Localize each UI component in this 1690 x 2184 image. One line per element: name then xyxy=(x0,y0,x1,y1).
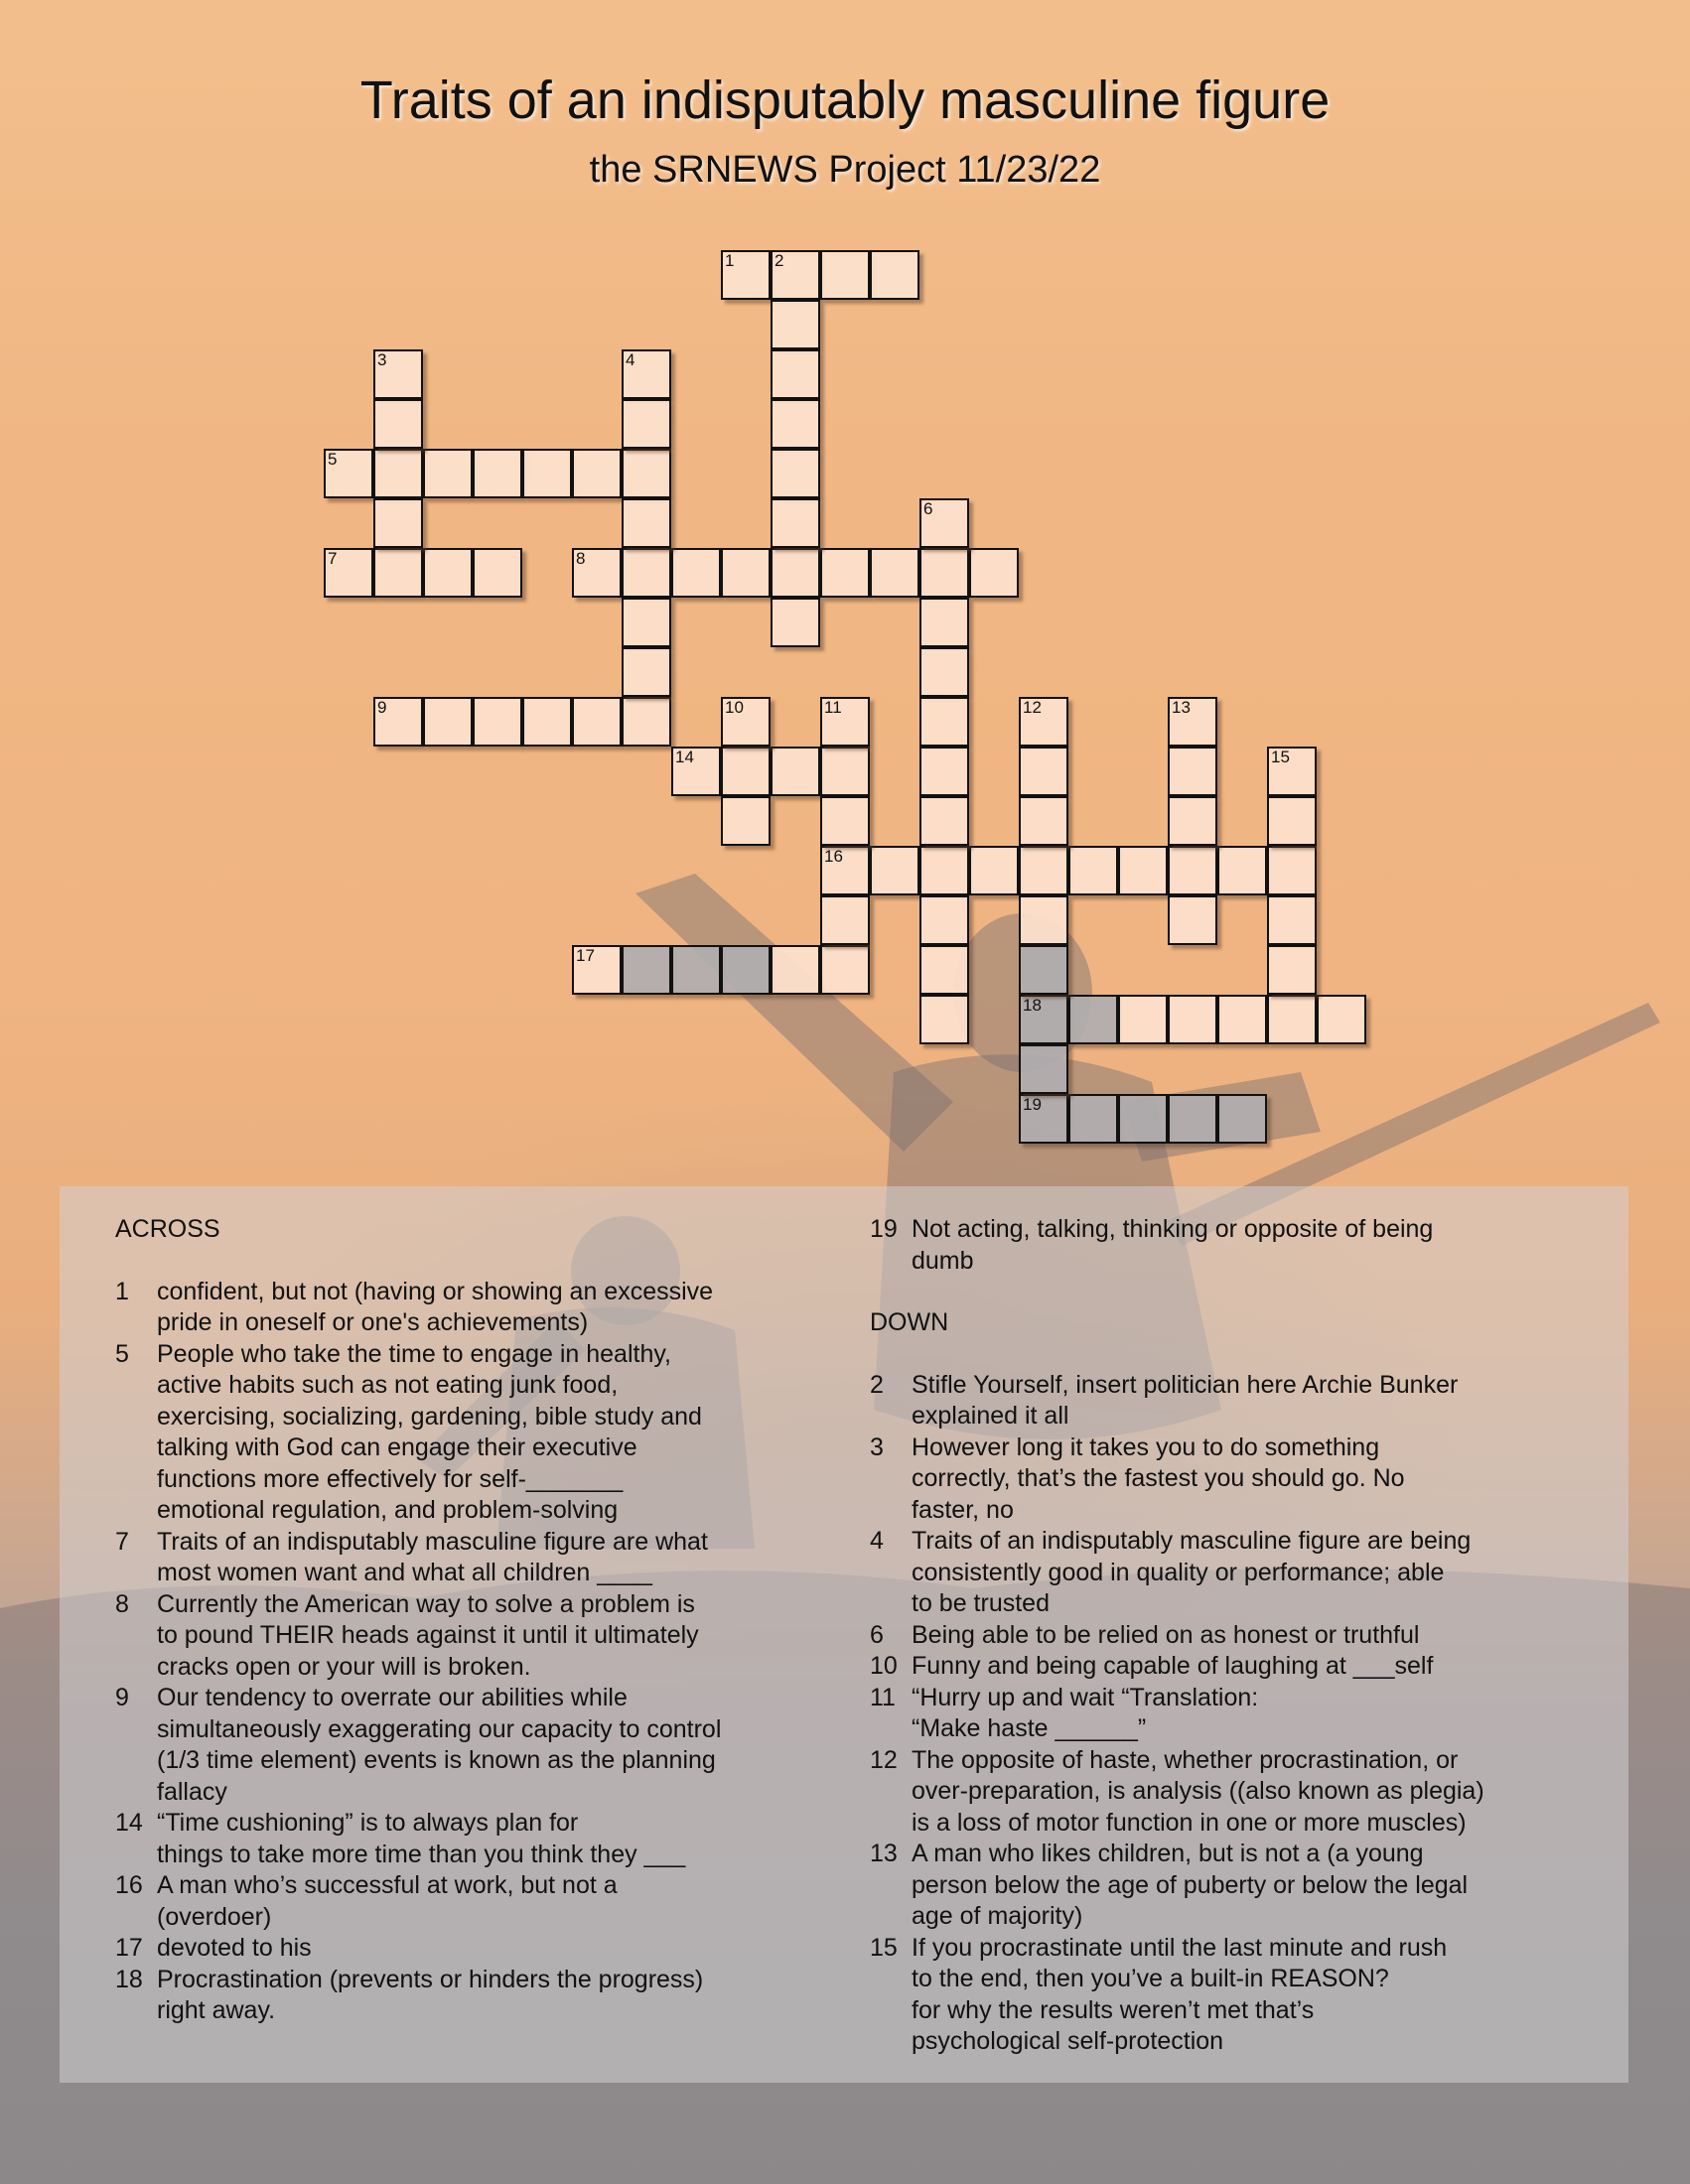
crossword-cell[interactable] xyxy=(1068,1094,1118,1144)
clue-text: “Time cushioning” is to always plan for things to take more time than you think they ___ xyxy=(157,1809,686,1868)
clue-text: The opposite of haste, whether procrastination, or over-preparation, is analysis ((also known as plegia) is a loss of motor function in one or more muscles) xyxy=(912,1745,1484,1837)
crossword-cell[interactable] xyxy=(671,548,721,598)
crossword-cell[interactable] xyxy=(820,548,870,598)
clue-number: 7 xyxy=(115,1527,129,1556)
crossword-cell[interactable] xyxy=(522,697,572,747)
crossword-cell[interactable] xyxy=(771,498,820,548)
crossword-cell[interactable] xyxy=(671,945,721,995)
puzzle-title: Traits of an indisputably masculine figure xyxy=(359,70,1331,130)
clue-number: 16 xyxy=(115,1871,143,1899)
crossword-cell[interactable] xyxy=(622,399,671,449)
clue-number: 12 xyxy=(870,1745,898,1774)
crossword-cell[interactable] xyxy=(919,548,969,598)
across-clue-5 xyxy=(115,1339,810,1527)
clue-text: Procrastination (prevents or hinders the progress) right away. xyxy=(157,1965,704,2024)
down-clue-2 xyxy=(870,1370,1585,1433)
crossword-cell[interactable] xyxy=(919,846,969,895)
down-clue-15 xyxy=(870,1933,1585,2058)
down-clue-13 xyxy=(870,1839,1585,1933)
crossword-cell[interactable] xyxy=(1118,1094,1168,1144)
cell-number: 19 xyxy=(1023,1095,1042,1114)
crossword-cell[interactable] xyxy=(522,449,572,498)
crossword-cell[interactable] xyxy=(969,846,1019,895)
clue-number: 18 xyxy=(115,1965,143,1993)
crossword-cell[interactable] xyxy=(771,598,820,647)
crossword-cell[interactable] xyxy=(373,399,423,449)
clue-number: 8 xyxy=(115,1589,129,1618)
clue-text: A man who likes children, but is not a (a young person below the age of puberty or below the legal age of majority) xyxy=(912,1840,1469,1930)
crossword-cell[interactable] xyxy=(820,250,870,300)
clue-text: “Hurry up and wait “Translation: “Make haste ______” xyxy=(912,1683,1259,1742)
crossword-cell[interactable] xyxy=(820,846,870,895)
clue-number: 9 xyxy=(115,1684,129,1711)
clue-number: 5 xyxy=(115,1339,129,1368)
cell-number: 15 xyxy=(1271,748,1290,766)
down-clue-3 xyxy=(870,1433,1585,1527)
clue-number: 11 xyxy=(870,1683,896,1711)
clue-number: 2 xyxy=(870,1370,884,1399)
crossword-cell[interactable] xyxy=(771,449,820,498)
clue-number: 1 xyxy=(115,1277,129,1305)
crossword-cell[interactable] xyxy=(671,747,721,796)
clue-text: Currently the American way to solve a problem is to pound THEIR heads against it until it ultimately cracks open or your will is broken. xyxy=(157,1589,699,1681)
crossword-cell[interactable] xyxy=(572,697,622,747)
crossword-cell[interactable] xyxy=(622,697,671,747)
across-clue-7 xyxy=(115,1527,810,1589)
down-clue-10 xyxy=(870,1651,1585,1683)
crossword-cell[interactable] xyxy=(721,697,771,747)
crossword-cell[interactable] xyxy=(622,449,671,498)
crossword-cell[interactable] xyxy=(373,349,423,399)
crossword-cell[interactable] xyxy=(919,598,969,647)
clues-column-right xyxy=(870,1214,1585,2058)
crossword-cell[interactable] xyxy=(721,747,771,796)
across-clue-8 xyxy=(115,1589,810,1684)
cell-number: 17 xyxy=(576,946,595,965)
clue-text: However long it takes you to do something correctly, that’s the fastest you should go. No faster, no xyxy=(912,1433,1405,1524)
crossword-cell[interactable] xyxy=(423,697,473,747)
clue-text: People who take the time to engage in healthy, active habits such as not eating junk food, exercising, socializing, gardening, bible study and talking with God can engage their executive functions more effectively for self-_______ emotional regulation, and problem-solving xyxy=(157,1339,702,1524)
cell-number: 5 xyxy=(328,450,338,469)
clue-number: 6 xyxy=(870,1620,884,1649)
crossword-cell[interactable] xyxy=(1118,995,1168,1044)
crossword-cell[interactable] xyxy=(1168,846,1217,895)
clue-text: Traits of an indisputably masculine figure are what most women want and what all children ____ xyxy=(157,1527,708,1586)
across-clue-18 xyxy=(115,1965,810,2027)
across-clue-1 xyxy=(115,1277,810,1339)
crossword-cell[interactable] xyxy=(324,449,373,498)
crossword-cell[interactable] xyxy=(1019,747,1068,796)
crossword-cell[interactable] xyxy=(1168,747,1217,796)
clues-column-left xyxy=(115,1214,810,2027)
crossword-cell[interactable] xyxy=(473,449,522,498)
cell-number: 4 xyxy=(626,350,635,369)
clue-text: Our tendency to overrate our abilities while simultaneously exaggerating our capacity to control (1/3 time element) events is known as the planning fallacy xyxy=(157,1684,722,1806)
clue-text: Not acting, talking, thinking or opposite of being dumb xyxy=(912,1215,1434,1275)
crossword-cell[interactable] xyxy=(1068,995,1118,1044)
cell-number: 8 xyxy=(576,549,586,568)
crossword-cell[interactable] xyxy=(919,747,969,796)
clue-text: If you procrastinate until the last minute and rush to the end, then you’ve a built-in REASON? for why the results weren’t met that’s psychological self-protection xyxy=(912,1933,1448,2055)
crossword-cell[interactable] xyxy=(820,747,870,796)
crossword-cell[interactable] xyxy=(919,895,969,945)
crossword-cell[interactable] xyxy=(820,945,870,995)
crossword-cell[interactable] xyxy=(1217,846,1267,895)
crossword-cell[interactable] xyxy=(473,548,522,598)
crossword-cell[interactable] xyxy=(1019,895,1068,945)
crossword-cell[interactable] xyxy=(721,548,771,598)
across-clue-19 xyxy=(870,1214,1585,1277)
crossword-cell[interactable] xyxy=(1019,697,1068,747)
crossword-cell[interactable] xyxy=(1168,1094,1217,1144)
cell-number: 10 xyxy=(725,698,744,717)
crossword-cell[interactable] xyxy=(919,796,969,846)
across-clue-16 xyxy=(115,1870,810,1933)
cell-number: 2 xyxy=(775,251,784,270)
crossword-cell[interactable] xyxy=(1068,846,1118,895)
clue-number: 13 xyxy=(870,1840,898,1867)
crossword-cell[interactable] xyxy=(1019,945,1068,995)
cell-number: 18 xyxy=(1023,996,1042,1015)
crossword-cell[interactable] xyxy=(969,548,1019,598)
across-clue-9 xyxy=(115,1683,810,1808)
clue-number: 14 xyxy=(115,1809,143,1837)
puzzle-subtitle: the SRNEWS Project 11/23/22 xyxy=(589,149,1101,192)
crossword-cell[interactable] xyxy=(721,945,771,995)
crossword-cell[interactable] xyxy=(820,796,870,846)
clue-number: 19 xyxy=(870,1215,898,1243)
crossword-cell[interactable] xyxy=(870,548,919,598)
clue-number: 4 xyxy=(870,1527,884,1555)
cell-number: 14 xyxy=(675,748,694,766)
crossword-cell[interactable] xyxy=(1168,995,1217,1044)
crossword-cell[interactable] xyxy=(473,697,522,747)
cell-number: 9 xyxy=(377,698,387,717)
down-clue-11 xyxy=(870,1683,1585,1745)
crossword-cell[interactable] xyxy=(771,945,820,995)
crossword-cell[interactable] xyxy=(1317,995,1366,1044)
crossword-cell[interactable] xyxy=(771,250,820,300)
cell-number: 3 xyxy=(377,350,387,369)
crossword-cell[interactable] xyxy=(1019,796,1068,846)
crossword-cell[interactable] xyxy=(1267,895,1317,945)
crossword-cell[interactable] xyxy=(572,945,622,995)
clue-text: Being able to be relied on as honest or truthful xyxy=(912,1620,1420,1649)
crossword-cell[interactable] xyxy=(324,548,373,598)
crossword-cell[interactable] xyxy=(1267,995,1317,1044)
clue-number: 10 xyxy=(870,1652,898,1680)
crossword-cell[interactable] xyxy=(771,399,820,449)
crossword-cell[interactable] xyxy=(919,945,969,995)
crossword-cell[interactable] xyxy=(721,250,771,300)
crossword-cell[interactable] xyxy=(919,995,969,1044)
clue-text: Traits of an indisputably masculine figure are being consistently good in quality or performance; able to be trusted xyxy=(912,1527,1472,1617)
crossword-cell[interactable] xyxy=(870,846,919,895)
clue-text: Stifle Yourself, insert politician here Archie Bunker explained it all xyxy=(912,1370,1459,1430)
crossword-cell[interactable] xyxy=(1019,1094,1068,1144)
clue-number: 15 xyxy=(870,1933,898,1962)
down-clue-4 xyxy=(870,1526,1585,1620)
crossword-cell[interactable] xyxy=(1019,846,1068,895)
clue-number: 3 xyxy=(870,1433,884,1461)
crossword-cell[interactable] xyxy=(820,895,870,945)
crossword-cell[interactable] xyxy=(572,449,622,498)
down-clue-6 xyxy=(870,1620,1585,1652)
clue-number: 17 xyxy=(115,1934,143,1962)
crossword-cell[interactable] xyxy=(1019,1044,1068,1094)
cell-number: 1 xyxy=(725,251,735,270)
cell-number: 6 xyxy=(923,499,933,518)
crossword-cell[interactable] xyxy=(1168,697,1217,747)
crossword-cell[interactable] xyxy=(820,697,870,747)
cell-number: 7 xyxy=(328,549,338,568)
crossword-cell[interactable] xyxy=(919,647,969,697)
crossword-cell[interactable] xyxy=(373,548,423,598)
crossword-cell[interactable] xyxy=(423,449,473,498)
across-clue-14 xyxy=(115,1808,810,1870)
clue-panel xyxy=(60,1186,1628,2083)
crossword-cell[interactable] xyxy=(771,300,820,349)
crossword-cell[interactable] xyxy=(373,498,423,548)
crossword-cell[interactable] xyxy=(622,598,671,647)
crossword-cell[interactable] xyxy=(771,548,820,598)
crossword-cell[interactable] xyxy=(622,647,671,697)
clue-text: confident, but not (having or showing an excessive pride in oneself or one's achievements) xyxy=(157,1277,714,1336)
crossword-cell[interactable] xyxy=(919,498,969,548)
clue-heading: DOWN xyxy=(870,1308,949,1336)
cell-number: 16 xyxy=(824,847,843,866)
crossword-cell[interactable] xyxy=(771,349,820,399)
clue-heading: ACROSS xyxy=(115,1215,220,1243)
crossword-cell[interactable] xyxy=(622,498,671,548)
crossword-cell[interactable] xyxy=(1267,796,1317,846)
cell-number: 11 xyxy=(824,698,842,717)
crossword-cell[interactable] xyxy=(1118,846,1168,895)
crossword-cell[interactable] xyxy=(870,250,919,300)
crossword-cell[interactable] xyxy=(1267,747,1317,796)
crossword-cell[interactable] xyxy=(423,548,473,598)
crossword-cell[interactable] xyxy=(721,796,771,846)
clue-text: Funny and being capable of laughing at ___self xyxy=(912,1652,1434,1680)
crossword-cell[interactable] xyxy=(373,449,423,498)
across-clue-17 xyxy=(115,1933,810,1965)
crossword-cell[interactable] xyxy=(1217,995,1267,1044)
cell-number: 12 xyxy=(1023,698,1042,717)
crossword-cell[interactable] xyxy=(1168,796,1217,846)
crossword-cell[interactable] xyxy=(1267,945,1317,995)
crossword-cell[interactable] xyxy=(622,548,671,598)
crossword-cell[interactable] xyxy=(771,747,820,796)
crossword-cell[interactable] xyxy=(1168,895,1217,945)
crossword-cell[interactable] xyxy=(373,697,423,747)
crossword-cell[interactable] xyxy=(572,548,622,598)
crossword-cell[interactable] xyxy=(622,945,671,995)
crossword-cell[interactable] xyxy=(1267,846,1317,895)
crossword-cell[interactable] xyxy=(1217,1094,1267,1144)
clue-text: A man who’s successful at work, but not a (overdoer) xyxy=(157,1871,618,1931)
clue-text: devoted to his xyxy=(157,1934,312,1962)
down-clue-12 xyxy=(870,1745,1585,1840)
crossword-cell[interactable] xyxy=(1019,995,1068,1044)
crossword-cell[interactable] xyxy=(622,349,671,399)
cell-number: 13 xyxy=(1172,698,1191,717)
crossword-cell[interactable] xyxy=(919,697,969,747)
